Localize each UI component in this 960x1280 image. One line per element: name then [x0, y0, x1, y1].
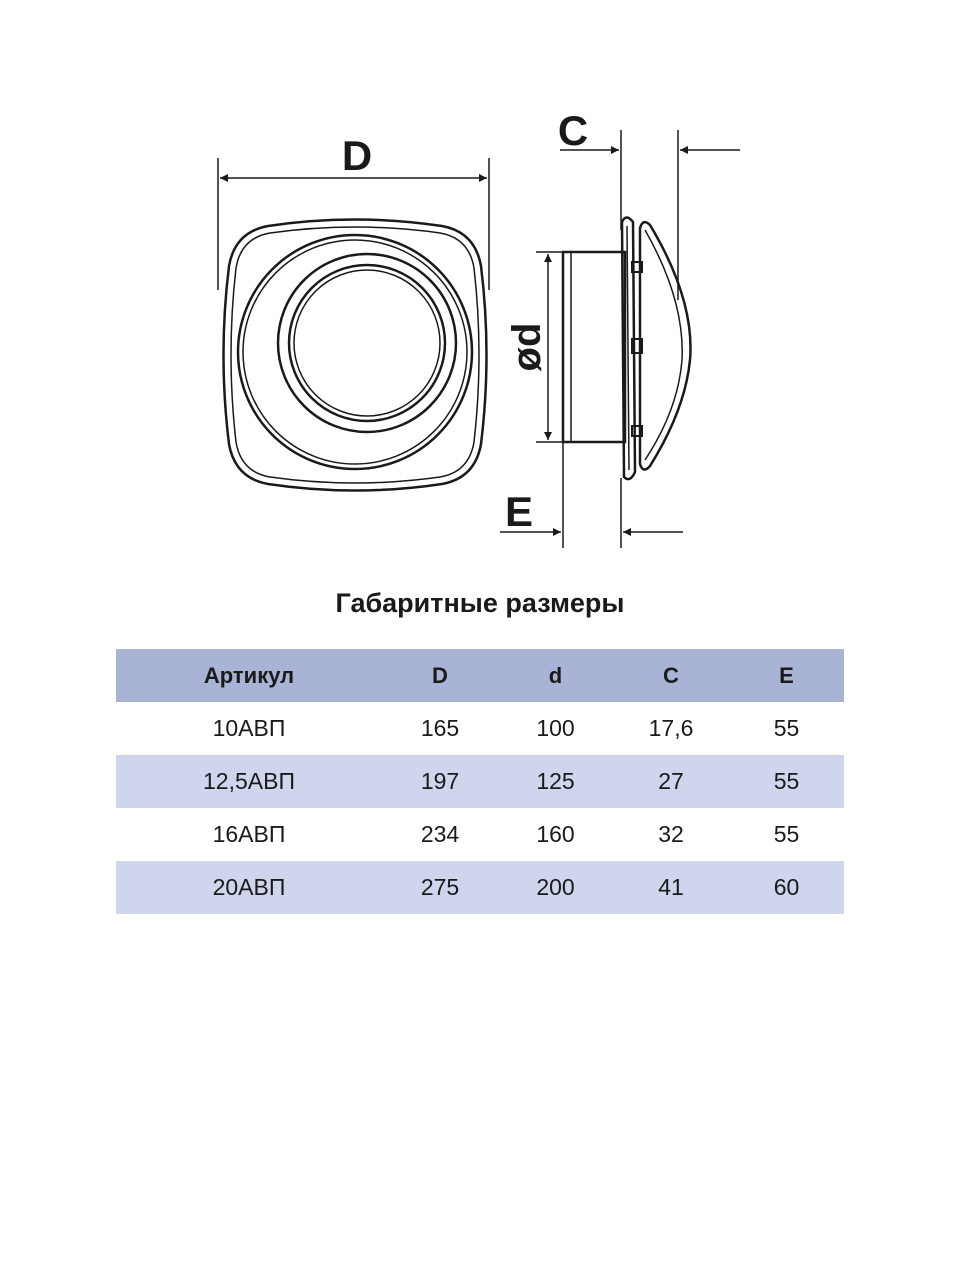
- column-header-d: d: [548, 662, 563, 688]
- label-C: C: [557, 107, 589, 154]
- cell-E: 60: [773, 874, 800, 900]
- cell-E: 55: [773, 768, 800, 794]
- table-header-row: [116, 649, 844, 702]
- cell-E: 55: [773, 821, 800, 847]
- front-hole-inner: [294, 270, 440, 416]
- front-outer-panel: [224, 220, 487, 491]
- side-cover: [640, 222, 691, 469]
- cell-article: 10АВП: [212, 715, 286, 741]
- label-E: E: [504, 488, 534, 535]
- cell-d: 100: [536, 715, 575, 741]
- column-header-D: D: [432, 662, 448, 688]
- cell-article: 12,5АВП: [203, 768, 295, 794]
- label-d: ød: [505, 322, 549, 372]
- technical-drawing: [0, 0, 960, 580]
- column-header-article: Артикул: [203, 662, 295, 688]
- cell-d: 160: [536, 821, 575, 847]
- table-row: [116, 808, 844, 861]
- cell-d: 125: [536, 768, 575, 794]
- front-ring-outer: [238, 235, 472, 469]
- cell-D: 165: [420, 715, 460, 741]
- column-header-E: E: [779, 662, 794, 688]
- table-row: [116, 702, 844, 755]
- column-header-C: C: [663, 662, 679, 688]
- cell-article: 20АВП: [212, 874, 286, 900]
- front-hole-mid: [289, 265, 445, 421]
- cell-d: 200: [536, 874, 575, 900]
- cell-C: 41: [658, 874, 684, 900]
- label-D: D: [341, 132, 373, 179]
- table-row: [116, 755, 844, 808]
- cell-C: 27: [658, 768, 684, 794]
- cell-D: 197: [420, 768, 460, 794]
- cell-C: 32: [658, 821, 684, 847]
- side-spigot: [563, 252, 625, 442]
- cell-D: 234: [420, 821, 460, 847]
- front-hole-outer: [278, 254, 456, 432]
- cell-article: 16АВП: [212, 821, 286, 847]
- table-title: Габаритные размеры: [335, 588, 625, 618]
- cell-C: 17,6: [648, 715, 694, 741]
- table-row: [116, 861, 844, 914]
- dimension-C: [560, 130, 740, 300]
- cell-D: 275: [420, 874, 460, 900]
- front-view: [224, 220, 487, 491]
- side-view: [563, 218, 691, 480]
- cell-E: 55: [773, 715, 800, 741]
- dimensions-table: [116, 649, 844, 914]
